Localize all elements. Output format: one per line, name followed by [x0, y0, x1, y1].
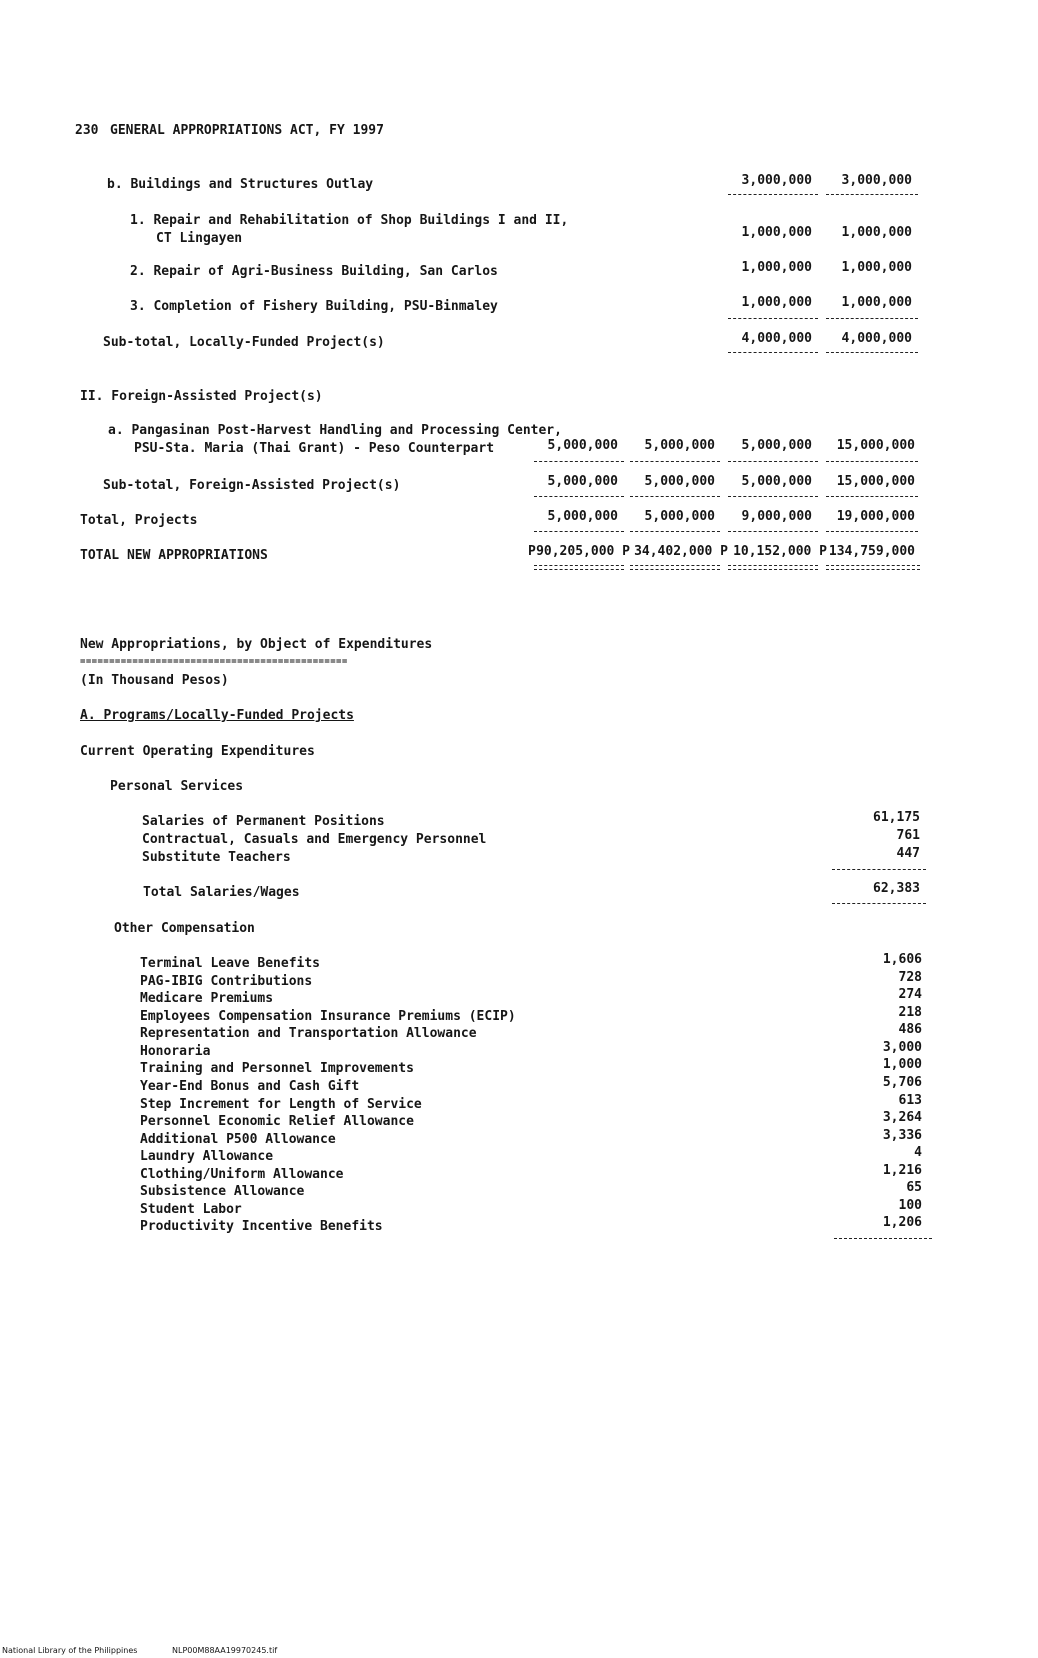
rule	[834, 1238, 932, 1239]
program-heading: A. Programs/Locally-Funded Projects	[80, 708, 354, 723]
rule	[728, 496, 818, 497]
other-item-value: 1,216	[882, 1163, 922, 1178]
b-item-1-label: 1. Repair and Rehabilitation of Shop Buildings I and II,	[130, 213, 569, 228]
rule	[832, 903, 926, 904]
other-item-label: PAG-IBIG Contributions	[140, 974, 313, 989]
subtotal-local-col4: 4,000,000	[841, 331, 912, 346]
foreign-a-col2: 5,000,000	[644, 438, 715, 453]
b-item-1-col3: 1,000,000	[741, 225, 812, 240]
section-ii-label: II. Foreign-Assisted Project(s)	[80, 389, 323, 404]
total-new-col1: 90,205,000 P	[536, 544, 630, 559]
other-item-value: 274	[898, 987, 922, 1002]
total-projects-col4: 19,000,000	[836, 509, 915, 524]
total-new-peso-sign: P	[528, 544, 536, 559]
other-item-label: Subsistence Allowance	[140, 1184, 305, 1199]
other-item-label: Year-End Bonus and Cash Gift	[140, 1079, 360, 1094]
rule	[534, 461, 624, 462]
other-item-value: 1,606	[882, 952, 922, 967]
rule	[728, 318, 818, 319]
subtotal-foreign-col2: 5,000,000	[644, 474, 715, 489]
rule	[630, 496, 720, 497]
other-item-label: Additional P500 Allowance	[140, 1132, 336, 1147]
other-item-value: 613	[898, 1093, 922, 1108]
subtotal-foreign-col3: 5,000,000	[741, 474, 812, 489]
other-item-label: Personnel Economic Relief Allowance	[140, 1114, 414, 1129]
total-new-col4: 134,759,000	[828, 544, 915, 559]
other-item-value: 486	[898, 1022, 922, 1037]
other-item-label: Laundry Allowance	[140, 1149, 274, 1164]
section-b-col4: 3,000,000	[841, 173, 912, 188]
subtotal-local-col3: 4,000,000	[741, 331, 812, 346]
footer-file: NLP00M88AA19970245.tif	[172, 1646, 278, 1655]
foreign-a-label2: PSU-Sta. Maria (Thai Grant) - Peso Counterpart	[134, 441, 495, 456]
double-rule	[728, 565, 818, 570]
personal-services-heading: Personal Services	[110, 779, 244, 794]
salary-item-value: 761	[896, 828, 920, 843]
page-number: 230	[75, 123, 99, 138]
b-item-2-col3: 1,000,000	[741, 260, 812, 275]
rule	[630, 531, 720, 532]
total-new-col3: 10,152,000 P	[733, 544, 827, 559]
foreign-a-label: a. Pangasinan Post-Harvest Handling and Processing Center,	[108, 423, 562, 438]
rule	[728, 461, 818, 462]
units-label: (In Thousand Pesos)	[80, 673, 229, 688]
objects-heading-rule: ==============================================	[80, 657, 348, 667]
other-item-value: 4	[914, 1145, 922, 1160]
total-salaries-label: Total Salaries/Wages	[143, 885, 300, 900]
total-projects-col1: 5,000,000	[547, 509, 618, 524]
double-rule	[826, 565, 920, 570]
b-item-2-label: 2. Repair of Agri-Business Building, San Carlos	[130, 264, 498, 279]
subtotal-local-label: Sub-total, Locally-Funded Project(s)	[103, 335, 385, 350]
other-item-value: 218	[898, 1005, 922, 1020]
other-item-value: 728	[898, 970, 922, 985]
objects-heading: New Appropriations, by Object of Expenditures	[80, 637, 433, 652]
other-item-value: 100	[898, 1198, 922, 1213]
other-item-label: Training and Personnel Improvements	[140, 1061, 414, 1076]
b-item-2-col4: 1,000,000	[841, 260, 912, 275]
foreign-a-col4: 15,000,000	[836, 438, 915, 453]
double-rule	[630, 565, 720, 570]
rule	[832, 869, 926, 870]
rule	[728, 352, 818, 353]
foreign-a-col3: 5,000,000	[741, 438, 812, 453]
other-item-value: 1,000	[882, 1057, 922, 1072]
other-item-label: Honoraria	[140, 1044, 211, 1059]
b-item-3-col3: 1,000,000	[741, 295, 812, 310]
subtotal-foreign-col1: 5,000,000	[547, 474, 618, 489]
page-title: GENERAL APPROPRIATIONS ACT, FY 1997	[110, 123, 384, 138]
rule	[826, 531, 918, 532]
b-item-1-label2: CT Lingayen	[156, 231, 243, 246]
double-rule	[534, 565, 624, 570]
other-item-value: 3,264	[882, 1110, 922, 1125]
other-item-label: Representation and Transportation Allowance	[140, 1026, 477, 1041]
section-b-col3: 3,000,000	[741, 173, 812, 188]
rule	[826, 461, 918, 462]
other-item-value: 3,336	[882, 1128, 922, 1143]
other-item-value: 3,000	[882, 1040, 922, 1055]
total-projects-col3: 9,000,000	[741, 509, 812, 524]
section-b-label: b. Buildings and Structures Outlay	[107, 177, 374, 192]
other-item-label: Student Labor	[140, 1202, 242, 1217]
subtotal-foreign-label: Sub-total, Foreign-Assisted Project(s)	[103, 478, 401, 493]
other-item-value: 5,706	[882, 1075, 922, 1090]
other-item-label: Productivity Incentive Benefits	[140, 1219, 383, 1234]
other-compensation-heading: Other Compensation	[114, 921, 255, 936]
salary-item-value: 61,175	[873, 810, 920, 825]
rule	[826, 194, 918, 195]
salary-item-label: Substitute Teachers	[142, 850, 291, 865]
other-item-label: Medicare Premiums	[140, 991, 274, 1006]
other-item-label: Clothing/Uniform Allowance	[140, 1167, 344, 1182]
subtotal-foreign-col4: 15,000,000	[836, 474, 915, 489]
b-item-3-col4: 1,000,000	[841, 295, 912, 310]
rule	[534, 531, 624, 532]
rule	[728, 531, 818, 532]
rule	[534, 496, 624, 497]
other-item-value: 1,206	[882, 1215, 922, 1230]
b-item-3-label: 3. Completion of Fishery Building, PSU-Binmaley	[130, 299, 498, 314]
total-salaries-value: 62,383	[873, 881, 920, 896]
rule	[728, 194, 818, 195]
rule	[826, 352, 918, 353]
salary-item-label: Contractual, Casuals and Emergency Personnel	[142, 832, 487, 847]
rule	[630, 461, 720, 462]
total-projects-col2: 5,000,000	[644, 509, 715, 524]
total-projects-label: Total, Projects	[80, 513, 198, 528]
other-item-label: Step Increment for Length of Service	[140, 1097, 422, 1112]
foreign-a-col1: 5,000,000	[547, 438, 618, 453]
salary-item-value: 447	[896, 846, 920, 861]
other-item-value: 65	[906, 1180, 922, 1195]
rule	[826, 496, 918, 497]
total-new-col2: 34,402,000 P	[634, 544, 728, 559]
b-item-1-col4: 1,000,000	[841, 225, 912, 240]
current-operating-heading: Current Operating Expenditures	[80, 744, 315, 759]
total-new-label: TOTAL NEW APPROPRIATIONS	[80, 548, 268, 563]
rule	[826, 318, 918, 319]
other-item-label: Terminal Leave Benefits	[140, 956, 321, 971]
footer-library: National Library of the Philippines	[2, 1646, 138, 1655]
salary-item-label: Salaries of Permanent Positions	[142, 814, 385, 829]
other-item-label: Employees Compensation Insurance Premiums (ECIP)	[140, 1009, 516, 1024]
